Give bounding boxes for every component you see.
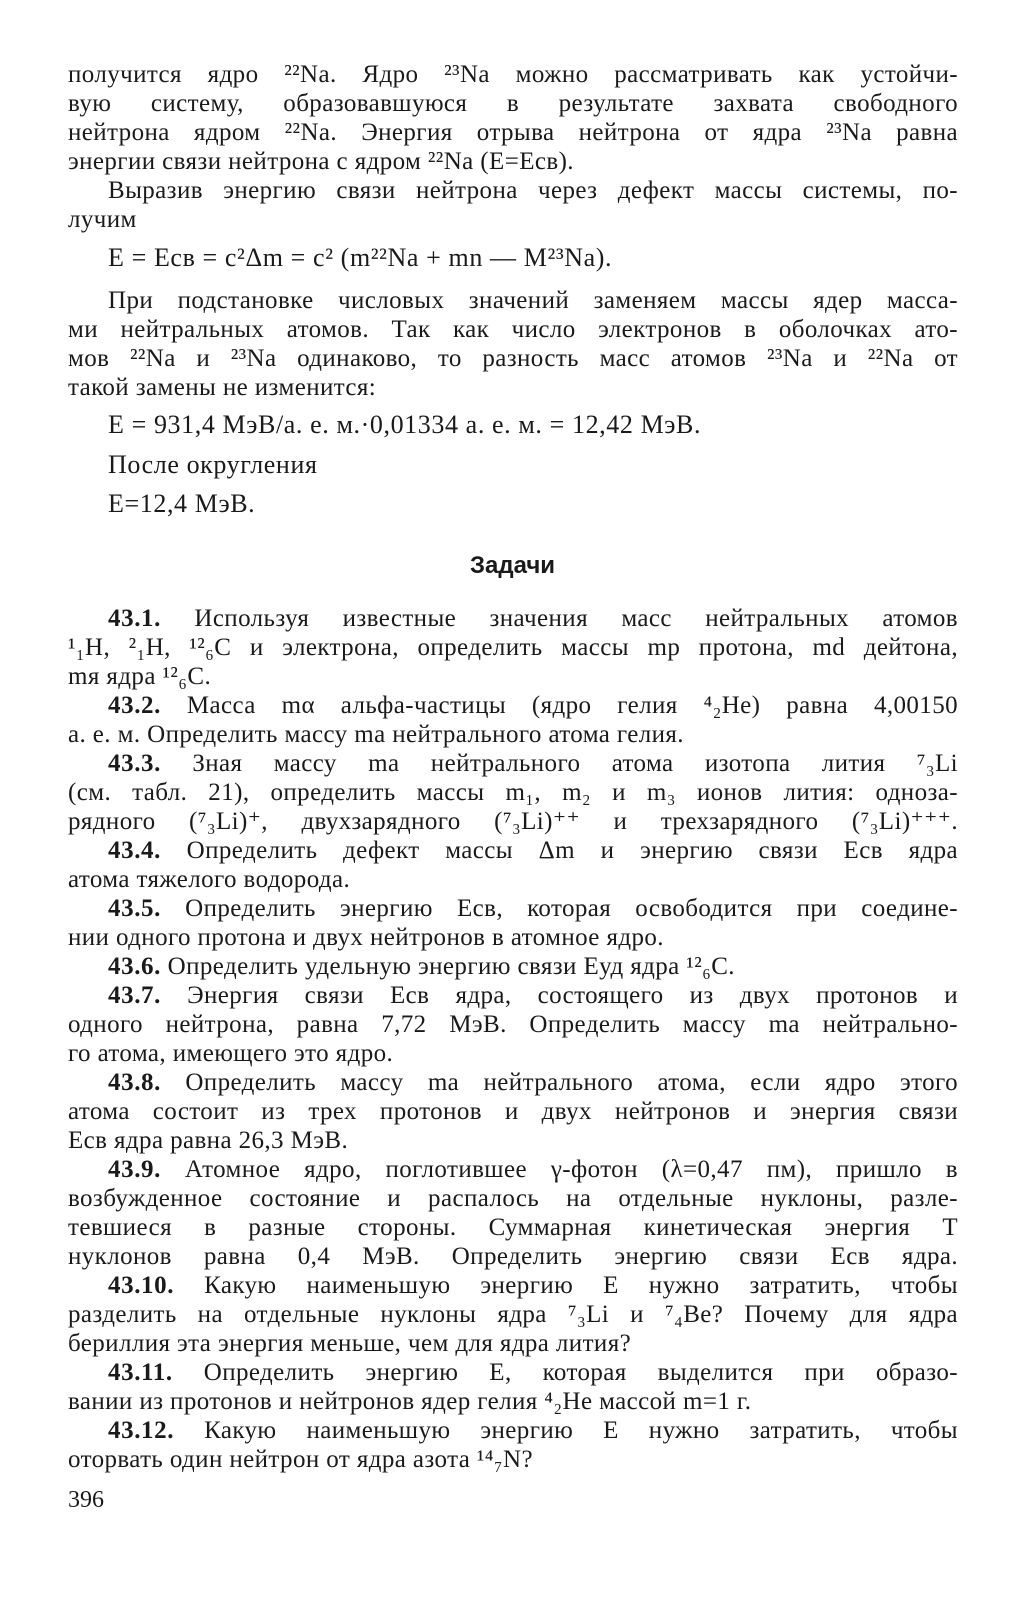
text-line: ми нейтральных атомов. Так как число электронов в оболочках ато- (68, 316, 958, 343)
problem-line: mя ядра ¹²₆C. (68, 663, 212, 690)
problem-number: 43.6. (108, 953, 161, 980)
section-title: Задачи (469, 552, 556, 579)
text-line: такой замены не изменится: (68, 374, 377, 401)
problem-number: 43.10. (108, 1272, 175, 1299)
problem-number: 43.4. (108, 837, 161, 864)
problem-number: 43.12. (108, 1417, 175, 1444)
problem-line: 43.10. Какую наименьшую энергию E нужно затратить, чтобы (108, 1272, 958, 1299)
problem-line: 43.2. Масса mα альфа-частицы (ядро гелия ⁴₂He) равна 4,00150 (108, 692, 958, 719)
problem-line: Eсв ядра равна 26,3 МэВ. (68, 1127, 349, 1154)
problem-line: 43.12. Какую наименьшую энергию E нужно затратить, чтобы (108, 1417, 958, 1444)
problem-number: 43.3. (108, 750, 161, 777)
problem-line: 43.3. Зная массу ma нейтрального атома изотопа лития ⁷₃Li (108, 750, 958, 777)
problem-line: одного нейтрона, равна 7,72 МэВ. Определить массу ma нейтрально- (68, 1011, 958, 1038)
problem-line: атома состоит из трех протонов и двух нейтронов и энергия связи (68, 1098, 958, 1125)
problem-line: 43.7. Энергия связи Eсв ядра, состоящего из двух протонов и (108, 982, 958, 1009)
text-line: Выразив энергию связи нейтрона через дефект массы системы, по- (108, 177, 958, 204)
problem-number: 43.11. (108, 1359, 173, 1386)
problem-line: рядного (⁷₃Li)⁺, двухзарядного (⁷₃Li)⁺⁺ и трехзарядного (⁷₃Li)⁺⁺⁺. (68, 808, 958, 835)
text-line: При подстановке числовых значений заменяем массы ядер масса- (108, 287, 958, 314)
problem-line: ¹₁H, ²₁H, ¹²₆C и электрона, определить массы mp протона, md дейтона, (68, 634, 958, 661)
problem-number: 43.5. (108, 895, 161, 922)
problem-line: оторвать один нейтрон от ядра азота ¹⁴₇N? (68, 1446, 533, 1473)
problem-line: 43.8. Определить массу ma нейтрального атома, если ядро этого (108, 1069, 958, 1096)
problem-line: 43.5. Определить энергию Eсв, которая освободится при соедине- (108, 895, 959, 922)
problem-line: разделить на отдельные нуклоны ядра ⁷₃Li и ⁷₄Be? Почему для ядра (68, 1301, 958, 1328)
problem-line: нуклонов равна 0,4 МэВ. Определить энергию связи Eсв ядра. (68, 1243, 958, 1270)
formula-binding-energy: E = Eсв = c²Δm = c² (m²²Na + mn — M²³Na). (108, 243, 613, 272)
text-line: мов ²²Na и ²³Na одинаково, то разность масс атомов ²³Na и ²²Na от (68, 345, 958, 372)
page-number: 396 (68, 1487, 104, 1513)
problem-line: а. е. м. Определить массу ma нейтрального атома гелия. (68, 721, 684, 748)
text-line: получится ядро ²²Na. Ядро ²³Na можно рассматривать как устойчи- (68, 61, 958, 88)
problem-number: 43.2. (108, 692, 161, 719)
problem-line: нии одного протона и двух нейтронов в атомное ядро. (68, 924, 664, 951)
problem-line: 43.9. Атомное ядро, поглотившее γ-фотон (λ=0,47 пм), пришло в (108, 1156, 958, 1183)
problem-line: атома тяжелого водорода. (68, 866, 351, 893)
problem-line: 43.11. Определить энергию E, которая выделится при образо- (108, 1359, 958, 1386)
text-line: энергии связи нейтрона с ядром ²²Na (E=Eсв). (68, 148, 574, 175)
problem-line: 43.1. Используя известные значения масс нейтральных атомов (108, 605, 959, 632)
problem-number: 43.1. (108, 605, 161, 632)
text-line: лучим (68, 206, 137, 233)
problem-line: 43.4. Определить дефект массы Δm и энергию связи Eсв ядра (108, 837, 958, 864)
problem-line: го атома, имеющего это ядро. (68, 1040, 394, 1067)
problem-line: вании из протонов и нейтронов ядер гелия ⁴₂He массой m=1 г. (68, 1388, 752, 1415)
problem-number: 43.8. (108, 1069, 161, 1096)
problem-line: (см. табл. 21), определить массы m₁, m₂ и m₃ ионов лития: одноза- (68, 779, 958, 806)
formula-result: E=12,4 МэВ. (108, 489, 256, 518)
problem-line: тевшиеся в разные стороны. Суммарная кинетическая энергия T (68, 1214, 958, 1241)
problem-number: 43.7. (108, 982, 161, 1009)
problem-line: бериллия эта энергия меньше, чем для ядра лития? (68, 1330, 632, 1357)
problem-number: 43.9. (108, 1156, 161, 1183)
rounding-text: После округления (108, 450, 318, 479)
formula-numeric: E = 931,4 МэВ/а. е. м.·0,01334 а. е. м. = 12,42 МэВ. (108, 410, 702, 439)
text-line: вую систему, образовавшуюся в результате захвата свободного (68, 90, 958, 117)
problem-line: возбужденное состояние и распалось на отдельные нуклоны, разле- (68, 1185, 958, 1212)
text-line: нейтрона ядром ²²Na. Энергия отрыва нейтрона от ядра ²³Na равна (68, 119, 958, 146)
problem-line: 43.6. Определить удельную энергию связи Eуд ядра ¹²₆C. (108, 953, 735, 980)
